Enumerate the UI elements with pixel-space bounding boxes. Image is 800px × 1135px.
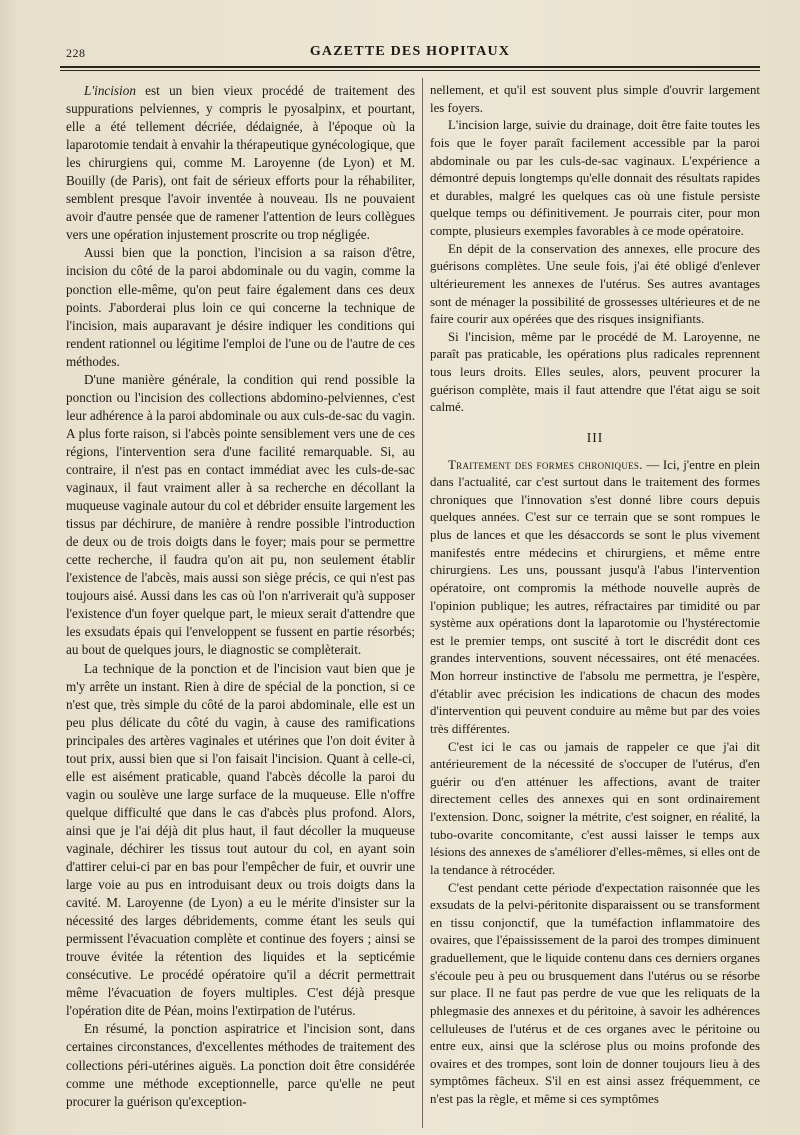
page-number: 228: [66, 46, 86, 60]
section-number: III: [586, 429, 604, 445]
paragraph-continued: nellement, et qu'il est souvent plus simple d'ouvrir largement les foyers.: [430, 83, 760, 115]
left-column: [66, 82, 415, 1111]
paragraph-text: est un bien vieux procédé de traitement des suppurations pelviennes, y compris le pyosalpinx, et pourtant, elle a été tellement décriée, dédaignée, à l'époque où la laparotomie tendait à envahir la thérapeutique gynécologique, que les chirurgiens qui, comme M. Laroyenne (de Lyon) et M. Bouilly (de Paris), ont fait de sérieux efforts pour la réhabiliter, semblent presque l'avoir inventée à nouveau. Ils ne pouvaient avoir d'autre pensée que de ramener l'attention de leurs collègues vers une opération injustement proscrite ou trop négligée.: [66, 83, 415, 243]
paragraph: L'incision large, suivie du drainage, doit être faite toutes les fois que le foyer paraît facilement accessible par la paroi abdominale ou par les culs-de-sac vaginaux. L'expérience a démontré depuis longtemps qu'elle donnait des résultats rapides et durables, malgré les quelques cas où une fistule persiste quelque temps ou définitivement. Je pourrais citer, pour mon compte, plusieurs exemples favorables à ce mode opératoire.: [430, 118, 760, 238]
paragraph: C'est pendant cette période d'expectation raisonnée que les exsudats de la pelvi-péritonite disparaissent ou se transforment en tissu conjonctif, que la tuméfaction inflammatoire des ovaires, que l'épaississement de la paroi des trompes diminuent graduellement, que le liquide contenu dans ces derniers organes s'écoule peu à peu ou brusquement dans l'utérus ou se résorbe sur place. Il ne faut pas perdre de vue que les reliquats de la phlegmasie des annexes et du péritoine, à savoir les adhérences celluleuses de l'utérus et de ces organes avec le péritoine ou entre eux, ainsi que la sclérose plus ou moins profonde des ovaires et des trompes, sont loin de donner toujours lieu à des symptômes fâcheux. S'il en est ainsi assez fréquemment, ce n'est pas la règle, et même si ces symptômes: [430, 880, 760, 1106]
running-title: GAZETTE DES HOPITAUX: [309, 44, 511, 59]
paragraph: La technique de la ponction et de l'incision vaut bien que je m'y arrête un instant. Rien à dire de spécial de la ponction, si ce n'est que, très simple du côté de la paroi abdominale, elle est un peu plus délicate du côté du vagin, à cause des ramifications principales des artères vaginales et utérines que l'on doit éviter à tout prix, aussi bien que si l'on faisait l'incision. Quant à celle-ci, elle est aisément praticable, quand l'abcès décolle la paroi du vagin ou soulève une large surface de la muqueuse. Elle n'offre quelque difficulté que dans le cas d'abcès plus profond. Alors, ainsi que je l'ai déjà dit plus haut, il faut décoller la muqueuse vaginale, déchirer les tissus tout autour du col, en ayant soin d'attirer celui-ci par en bas pour l'empêcher de fuir, et ouvrir une large voie au pus en introduisant deux ou trois doigts dans la cavité. M. Laroyenne (de Lyon) a eu le mérite d'insister sur la nécessité des larges débridements, comme étant les seuls qui permissent l'évacuation complète et continue des foyers ; ainsi se trouve évitée la rétention des liquides et la septicémie consécutive. Le procédé opératoire qu'il a décrit permettrait même l'évacuation de foyers multiples. C'est déjà presque l'opération dite de Péan, moins l'extirpation de l'utérus.: [66, 660, 415, 1019]
lead-word: L'incision: [84, 83, 136, 98]
header-rule: [60, 66, 760, 68]
section-lead: Traitement des formes chroniques.: [448, 457, 643, 472]
column-divider: [422, 78, 423, 1128]
paragraph: C'est ici le cas ou jamais de rappeler ce que j'ai dit antérieurement de la nécessité de s'occuper de l'utérus, d'en guérir ou d'en atténuer les affections, avant de traiter directement celles des annexes qui en sont ordinairement l'extension. Donc, soigner la métrite, c'est soigner, en réalité, la tubo-ovarite concomitante, c'est aussi laisser le temps aux lésions des annexes de s'améliorer d'elles-mêmes, si elles ont de la tendance à rétrocéder.: [430, 739, 760, 877]
paragraph: Si l'incision, même par le procédé de M. Laroyenne, ne paraît pas praticable, les opérations plus radicales reprennent tous leurs droits. Elles seules, alors, peuvent procurer la guérison complète, mais il faut attendre que l'état aigu se soit calmé.: [430, 329, 760, 415]
paragraph: [66, 82, 415, 244]
page-header: [60, 44, 760, 64]
header-rule-thin: [60, 70, 760, 71]
paragraph-text: — Ici, j'entre en plein dans l'actualité, car c'est surtout dans le traitement des formes chroniques que l'innovation s'est donné libre cours depuis quelques années. C'est sur ce terrain que se sont rompues le plus de lances et que les désaccords se sont le plus vivement manifestés entre médecins et chirurgiens, et même entre chirurgiens. Les uns, poussant jusqu'à l'abus l'intervention opératoire, ont compromis la méthode nouvelle auprès de l'opinion publique; les autres, réfractaires par timidité ou par système aux opérations dont la laparotomie ou l'hystérectomie est le premier temps, ont suscité à tort le discrédit dont ces grandes interventions, souvent nécessaires, ont été menacées. Mon horreur instinctive de l'absolu me permettra, je l'espère, d'établir avec précision les indications de chacun des modes d'intervention qui peuvent conduire au même but par des voies très différentes.: [430, 457, 760, 736]
paragraph: En dépit de la conservation des annexes, elle procure des guérisons complètes. Une seule fois, j'ai été obligé d'enlever ultérieurement les annexes de l'utérus. Ses autres avantages sont de ménager la possibilité de grossesses ultérieures et de ne faire courir aux opérées que des risques insignifiants.: [430, 241, 760, 327]
paragraph: En résumé, la ponction aspiratrice et l'incision sont, dans certaines circonstances, d'excellentes méthodes de traitement des collections péri-utérines aiguës. La ponction doit être considérée comme une méthode exceptionnelle, parce qu'elle ne peut procurer la guérison qu'exception-: [66, 1021, 415, 1109]
paragraph: [430, 457, 760, 739]
right-column: [430, 82, 760, 1109]
paragraph: Aussi bien que la ponction, l'incision a sa raison d'être, incision du côté de la paroi abdominale ou du vagin, comme la ponction elle-même, qu'on peut faire également dans ces deux points. J'aborderai plus loin ce qui concerne la technique de l'incision, mais auparavant je désire indiquer les conditions qui rendent rationnel ou légitime l'emploi de l'une ou de l'autre de ces méthodes.: [66, 245, 415, 369]
paragraph: D'une manière générale, la condition qui rend possible la ponction ou l'incision des collections abdomino-pelviennes, c'est leur adhérence à la paroi abdominale ou aux culs-de-sac du vagin. A plus forte raison, si l'abcès pointe sensiblement vers une de ces régions, l'intervention sera d'une facilité remarquable. Si, au contraire, il n'est pas en contact immédiat avec les culs-de-sac vaginaux, il faut vraiment aller à sa recherche en décollant la muqueuse vaginale autour du col et débrider ensuite largement les tissus par déchirure, de manière à rendre possible l'introduction de deux ou de trois doigts dans le foyer; mais pour se permettre cette recherche, il faudra qu'on ait pu, non seulement établir l'existence de l'abcès, mais aussi son siège précis, ce qui n'est pas toujours aisé. Aussi dans les cas où l'on n'arriverait qu'à supposer l'existence d'un foyer quelque part, le mieux serait d'attendre que les exsudats épais qui l'enveloppent se fussent en partie résorbés; au bout de quelques jours, le diagnostic se complèterait.: [66, 371, 415, 658]
